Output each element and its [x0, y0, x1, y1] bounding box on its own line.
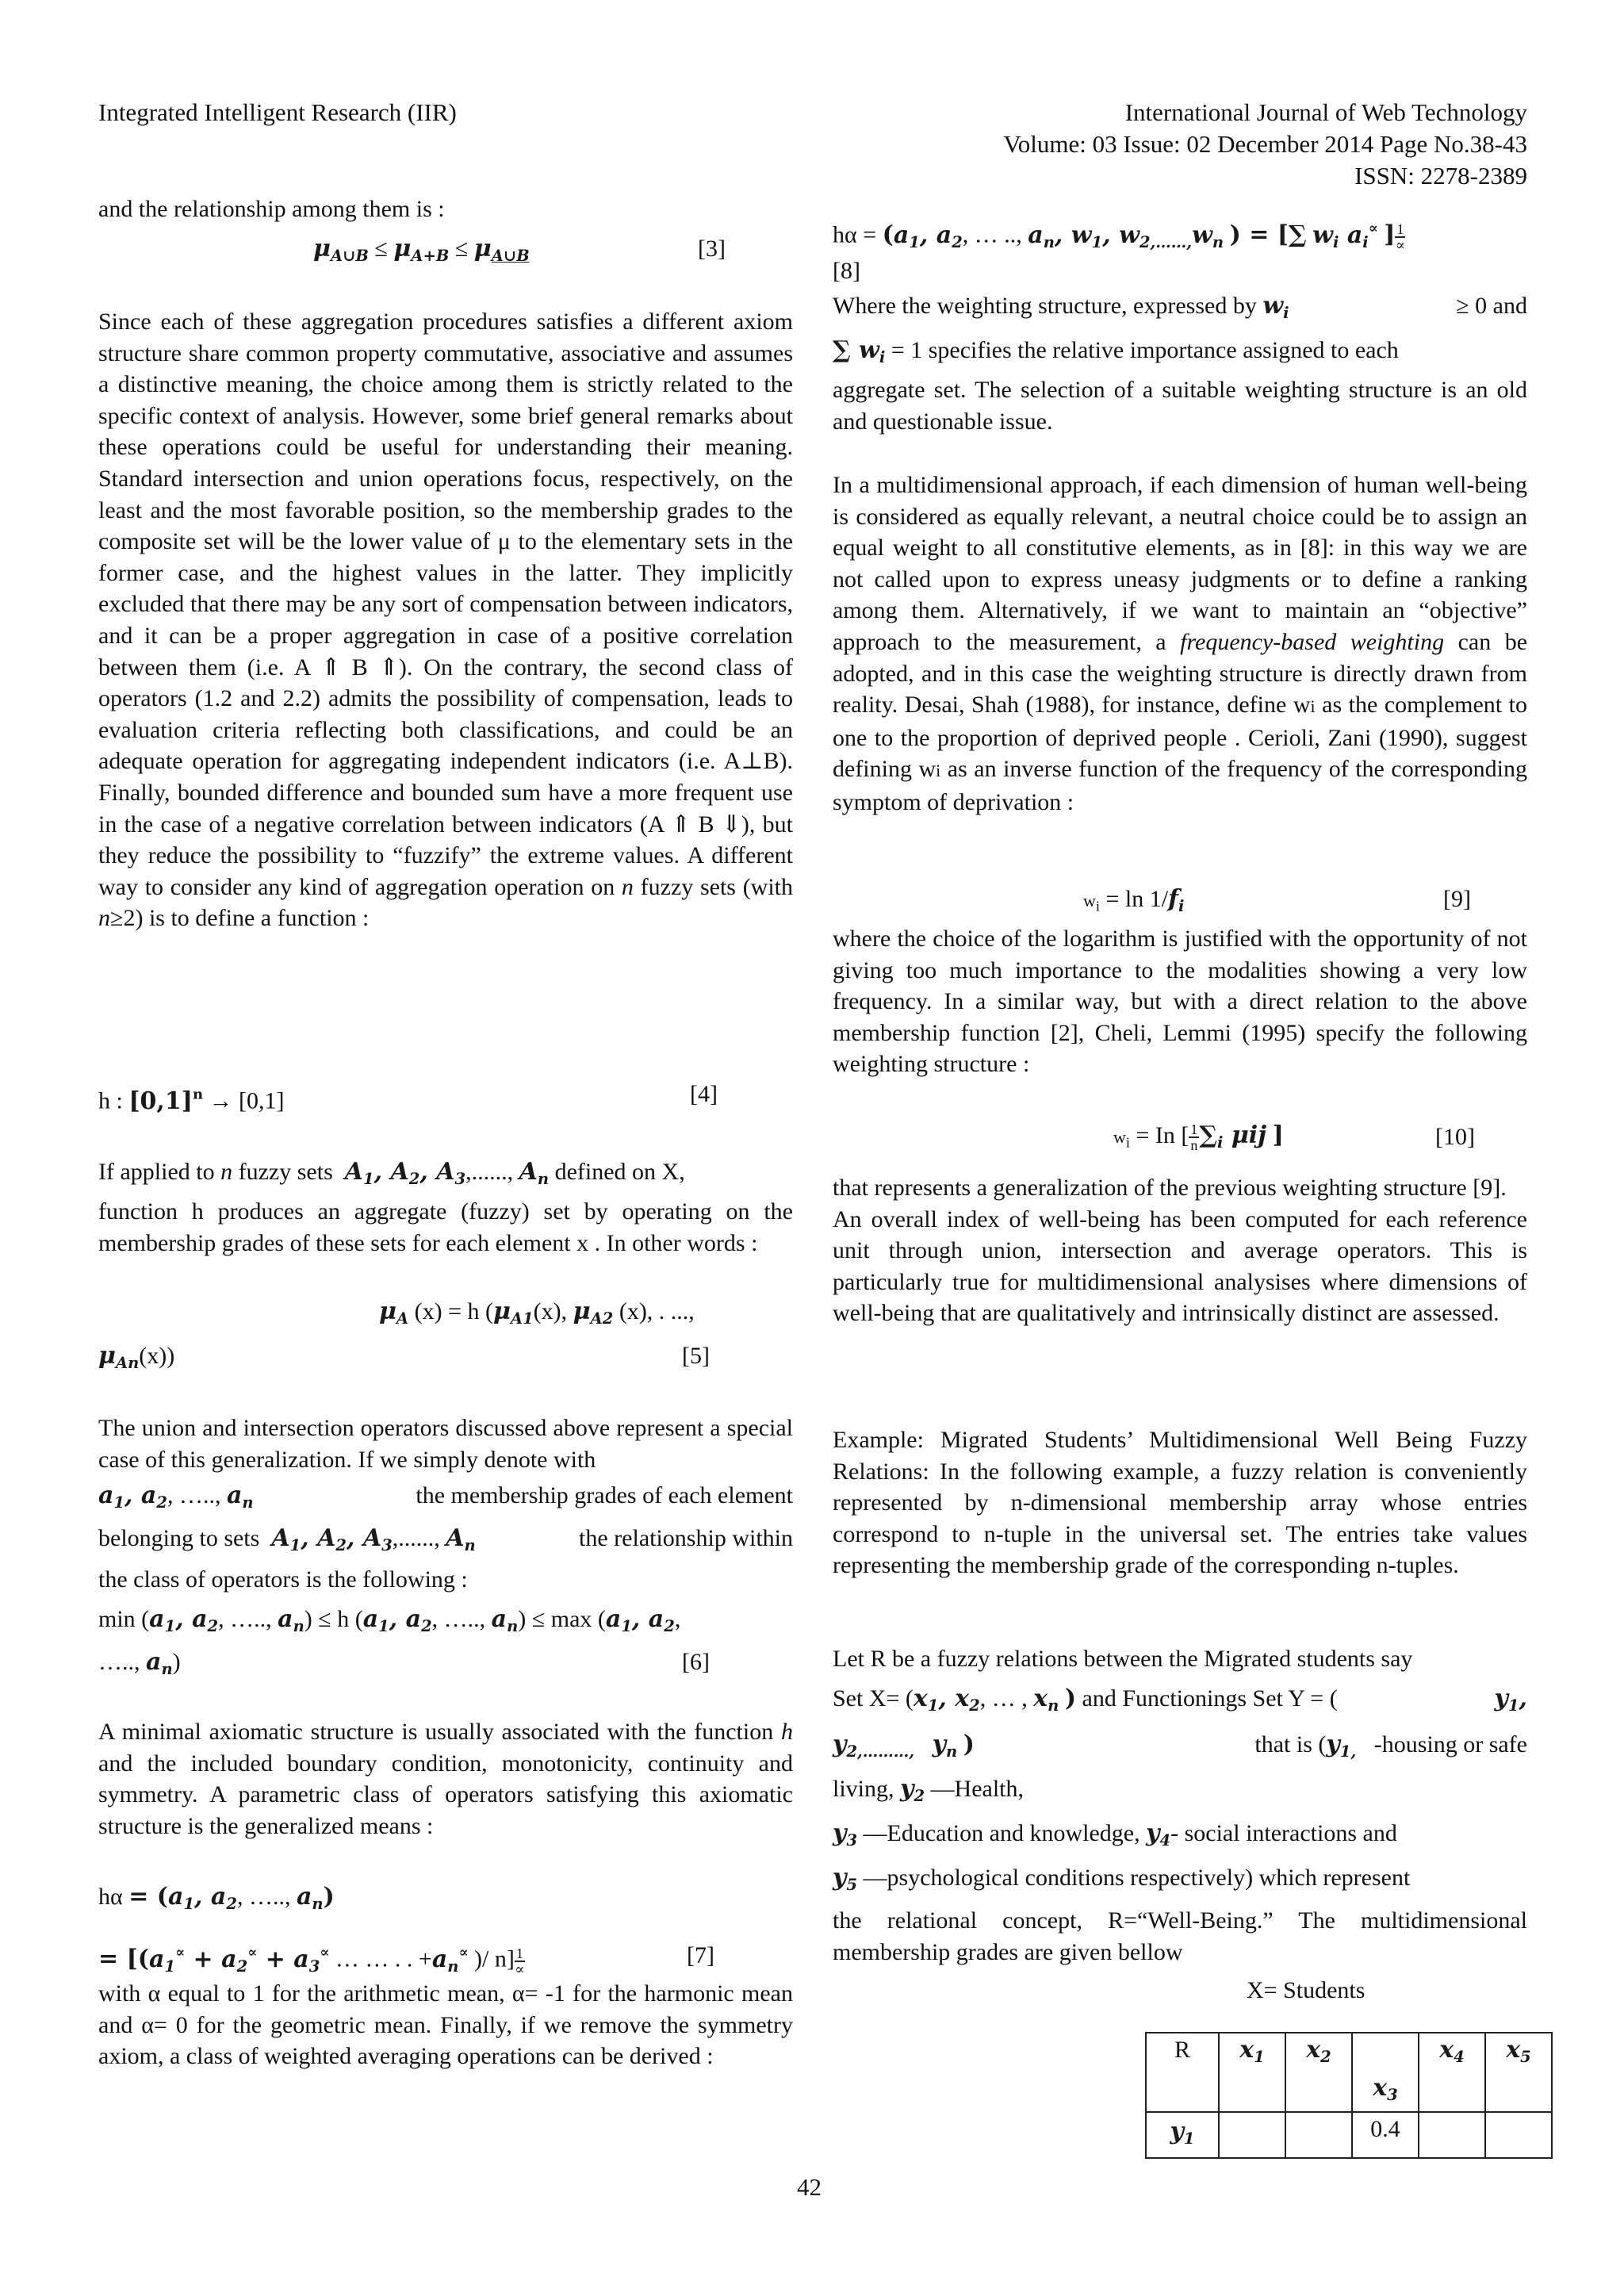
left-para-4-line3: a1, a2, ….., an the membership grades of each element	[98, 1481, 793, 1512]
equation-6-number: [6]	[682, 1649, 710, 1675]
equation-8-number: [8]	[833, 258, 860, 284]
left-para-3: function h produces an aggregate (fuzzy) set by operating on the membership grades of these sets for each element x . In other words :	[98, 1198, 793, 1256]
equation-8: hα = (a1, a2, … .., an, w1, w2,……,wn ) = [∑ wi ai∝ ] $\frac{1}{\propto}$	[833, 220, 1406, 253]
table-corner: R	[1146, 2033, 1219, 2112]
table-row-label-y1: y1	[1146, 2112, 1219, 2158]
table-header-row	[1146, 2033, 1552, 2112]
right-para-7-line5: y3 —Education and knowledge, y4- social interactions and	[833, 1819, 1397, 1849]
equation-7-line2: = [(a1∝ + a2∝ + a3∝ … … . . +an∝ )/ n] $\frac{1}{\propto}$	[98, 1944, 525, 1977]
equation-3-number: [3]	[698, 236, 726, 262]
table-col-x1: x1	[1219, 2033, 1285, 2112]
table-cell: 0.4	[1352, 2112, 1419, 2158]
right-para-7-tail: the relational concept, R=“Well-Being.” The multidimensional membership grades are given bellow	[833, 1907, 1527, 1965]
table-cell	[1419, 2112, 1485, 2158]
equation-4: h : $[0,1]^n \to [0,1]$	[98, 1086, 285, 1115]
journal-volume: Volume: 03 Issue: 02 December 2014 Page No.38-43	[1003, 130, 1527, 158]
table-cell	[1285, 2112, 1352, 2158]
table-row	[1146, 2112, 1552, 2158]
table-col-x4: x4	[1419, 2033, 1485, 2112]
equation-9: $w_i = \ln 1/fi$	[1083, 885, 1185, 915]
table-col-x3: x3	[1352, 2033, 1419, 2112]
left-para-4-line5: the class of operators is the following :	[98, 1566, 468, 1593]
right-para-7-line1: Let R be a fuzzy relations between the Migrated students say	[833, 1646, 1413, 1672]
left-para-3-line1: If applied to n fuzzy sets A1, A2, A3,......, An defined on X,	[98, 1158, 685, 1188]
equation-3: μA∪B ≤ μA+B ≤ μA∪B	[313, 235, 530, 265]
equation-5-number: [5]	[682, 1343, 710, 1369]
right-para-1-line1: Where the weighting structure, expressed by wi ≥ 0 and	[833, 292, 1527, 322]
journal-issn: ISSN: 2278-2389	[1354, 162, 1527, 190]
left-para-6: with α equal to 1 for the arithmetic mean, α= -1 for the harmonic mean and α= 0 for the geometric mean. Finally, if we remove the symmetry axiom, a class of weighted averaging operations can be derived :	[98, 1980, 793, 2070]
right-para-3: where the choice of the logarithm is justified with the opportunity of not giving too much importance to the modalities showing a very low frequency. In a similar way, but with a direct relation to the above membership function [2], Cheli, Lemmi (1995) specify the following weighting structure :	[833, 926, 1527, 1078]
equation-10-number: [10]	[1435, 1124, 1475, 1150]
right-para-7-line6: y5 —psychological conditions respectively) which represent	[833, 1864, 1411, 1894]
equation-9-number: [9]	[1443, 886, 1471, 912]
equation-5-line1: μA (x) = h (μA1(x), μA2 (x), . ...,	[379, 1297, 695, 1328]
left-para-5: A minimal axiomatic structure is usually associated with the function h and the included boundary condition, monotonicity, continuity and symmetry. A parametric class of operators satisfying this axiomatic structure is the generalized means :	[98, 1719, 794, 1839]
table-cell	[1219, 2112, 1285, 2158]
equation-7-number: [7]	[687, 1942, 714, 1968]
left-para-2: Since each of these aggregation procedures satisfies a different axiom structure share common property commutative, associative and assumes a distinctive meaning, the choice among them is strictly related to the specific context of analysis. However, some brief general remarks about these operations could be useful for understanding their meaning. Standard intersection and union operations focus, respectively, on the least and the most favorable position, so the membership grades to the composite set will be the lower value of μ to the elementary sets in the former case, and the highest values in the latter. They implicitly excluded that there may be any sort of compensation between indicators, and it can be a proper aggregation in case of a positive correlation between them (i.e. A ⇑ B ⇑). On the contrary, the second class of operators (1.2 and 2.2) admits the possibility of compensation, leads to evaluation criteria reflecting both classifications, and could be an adequate operation for aggregating independent indicators (i.e. A⊥B). Finally, bounded difference and bounded sum have a more frequent use in the case of a negative correlation between indicators (A ⇑ B ⇓), but they reduce the possibility to “fuzzify” the extreme values. A different way to consider any kind of aggregation operation on n fuzzy sets (with n≥2) is to define a function :	[98, 309, 794, 932]
right-para-7-line3: y2,………, yn ) that is (y1, -housing or safe	[833, 1731, 1527, 1761]
right-para-5: An overall index of well-being has been computed for each reference unit through union, intersection and average operators. This is particularly true for multidimensional analysises where dimensions of well-being that are qualitatively and intrinsically distinct are assessed.	[833, 1205, 1527, 1327]
journal-title: International Journal of Web Technology	[1124, 98, 1527, 126]
journal-left-header: Integrated Intelligent Research (IIR)	[98, 98, 457, 126]
left-para-1: and the relationship among them is :	[98, 196, 445, 222]
right-para-2: In a multidimensional approach, if each dimension of human well-being is considered as equally relevant, a neutral choice could be to assign an equal weight to all constitutive elements, as in [8]: in this way we are not called upon to express uneasy judgments or to define a ranking among them. Alternatively, if we want to maintain an “objective” approach to the measurement, a frequency-based weighting can be adopted, and in this case the weighting structure is directly drawn from reality. Desai, Shah (1988), for instance, define wi as the complement to one to the proportion of deprived people . Cerioli, Zani (1990), suggest defining wi as an inverse function of the frequency of the corresponding symptom of deprivation :	[833, 472, 1528, 815]
left-para-4-line4: belonging to sets A1, A2, A3,......, An the relationship within	[98, 1524, 793, 1554]
right-para-7-line2: Set X= (x1, x2, … , xn ) and Functionings Set Y = ( y1,	[833, 1685, 1527, 1715]
right-para-4: that represents a generalization of the previous weighting structure [9]. An overall index of well-being has been computed for each reference unit through union, intersection and average operators. This is particularly true for multidimensional analysises where dimensions of well-being that are qualitatively and intrinsically distinct are assessed.	[833, 1172, 1527, 1329]
equation-5-line2: μAn(x))	[98, 1342, 175, 1372]
table-col-x2: x2	[1285, 2033, 1352, 2112]
right-para-7-line4: living, y2 —Health,	[833, 1775, 1024, 1805]
equation-10: $w_i = In$ [ $\frac{1}{n}$ ∑i μij ]	[1113, 1121, 1284, 1154]
table-caption: X= Students	[1247, 1977, 1365, 2003]
table-col-x5: x5	[1485, 2033, 1552, 2112]
right-para-6: Example: Migrated Students’ Multidimensional Well Being Fuzzy Relations: In the following example, a fuzzy relation is conveniently represented by n-dimensional membership array whose entries correspond to n-tuple in the universal set. The entries take values representing the membership grade of the corresponding n-tuples.	[833, 1427, 1527, 1579]
equation-7-line1: hα = (a1, a2, ….., an)	[98, 1883, 335, 1913]
right-para-1-line2: ∑ wi = 1 specifies the relative importance assigned to each	[833, 336, 1399, 366]
left-para-4: The union and intersection operators discussed above represent a special case of this generalization. If we simply denote with	[98, 1415, 793, 1473]
right-para-1: aggregate set. The selection of a suitable weighting structure is an old and questionable issue.	[833, 377, 1527, 435]
equation-6-line2: ….., an)	[98, 1648, 181, 1678]
equation-4-number: [4]	[690, 1081, 718, 1107]
page-number: 42	[797, 2173, 822, 2201]
table-cell	[1485, 2112, 1552, 2158]
equation-6-line1: min (a1, a2, ….., an) ≤ h (a1, a2, ….., an) ≤ max (a1, a2,	[98, 1605, 681, 1635]
membership-table	[1145, 2032, 1553, 2159]
